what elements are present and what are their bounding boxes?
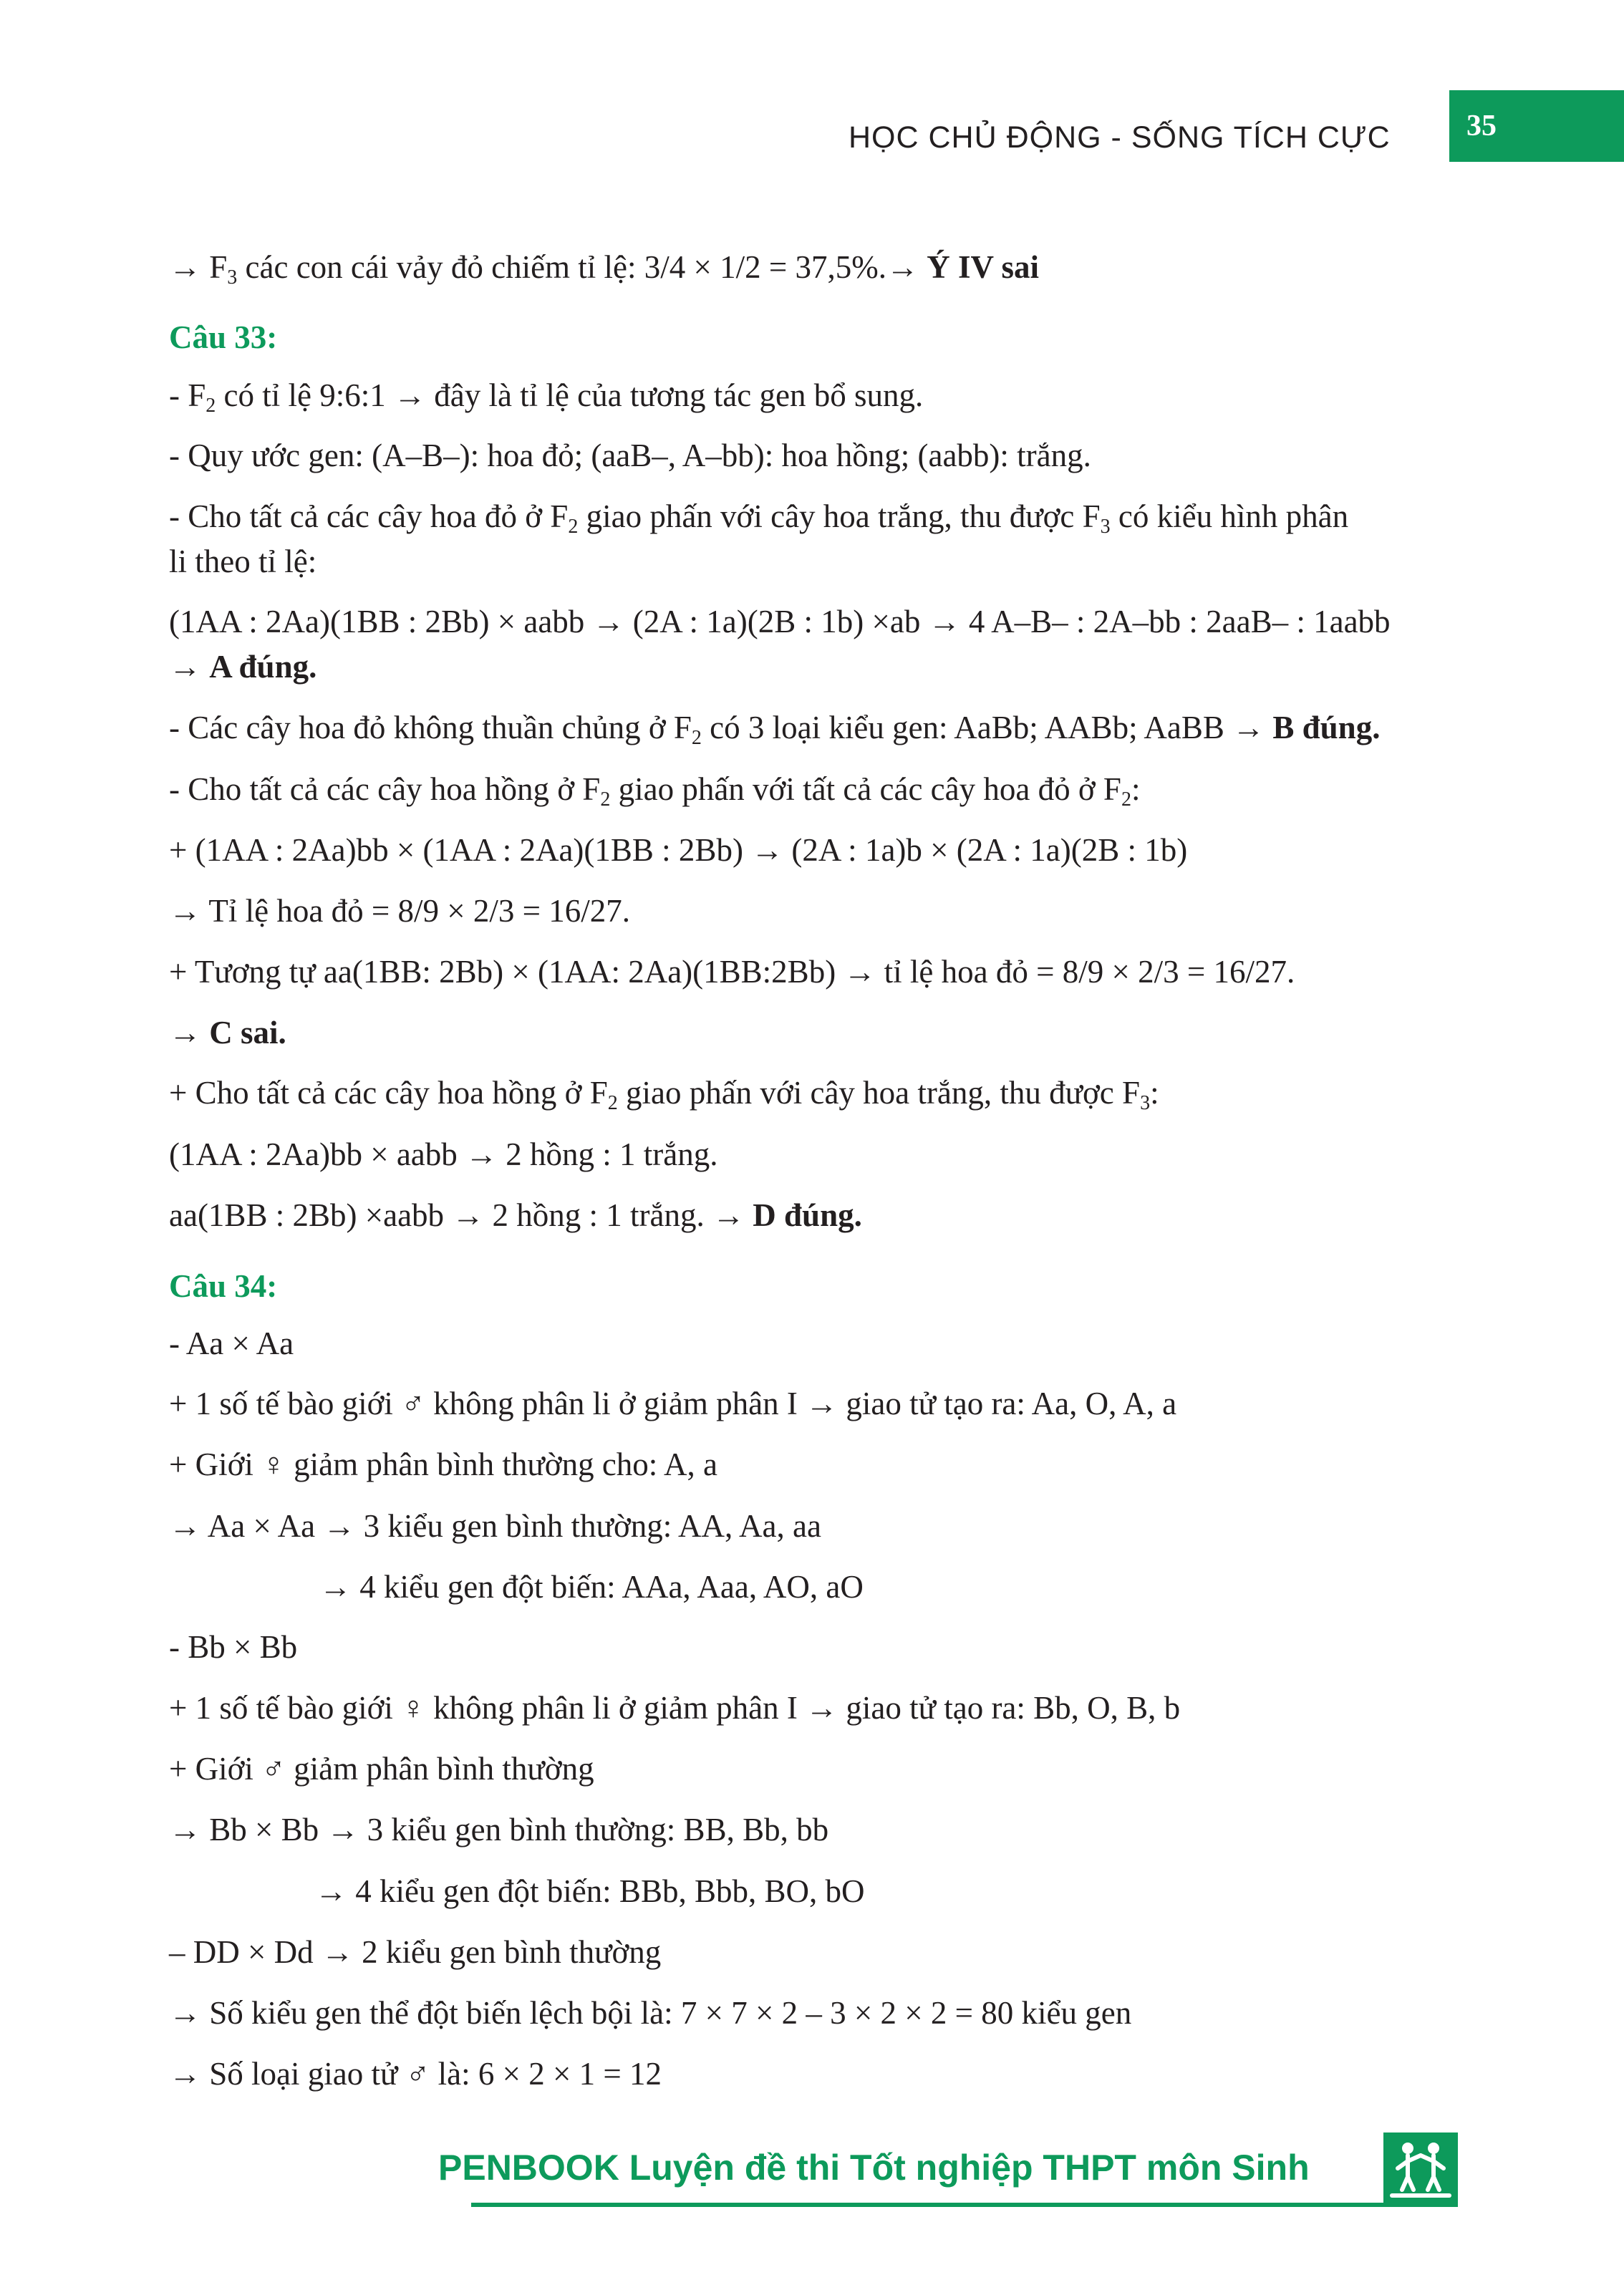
text-line: + Giới ♂ giảm phân bình thường bbox=[169, 1751, 594, 1787]
text-line: - Bb × Bb bbox=[169, 1629, 298, 1665]
text-line: + Giới ♀ giảm phân bình thường cho: A, a bbox=[169, 1446, 718, 1482]
penbook-logo-icon bbox=[1383, 2132, 1458, 2207]
text-line: – DD × Dd → 2 kiểu gen bình thường bbox=[169, 1934, 662, 1970]
text-line: - $F_2$ có tỉ lệ 9:6:1 → đây là tỉ lệ của tương tác gen bổ sung. bbox=[169, 377, 924, 417]
question-heading-34: Câu 34: bbox=[169, 1268, 278, 1304]
text-line: - Cho tất cả các cây hoa đỏ ở $F_2$ giao phấn với cây hoa trắng, thu được $F_3$ có kiểu hình phân bbox=[169, 498, 1349, 538]
footer-divider bbox=[471, 2203, 1396, 2207]
text-line: - Aa × Aa bbox=[169, 1325, 294, 1361]
question-heading-33: Câu 33: bbox=[169, 319, 278, 355]
text-line: + (1AA : 2Aa)bb × (1AA : 2Aa)(1BB : 2Bb) → (2A : 1a)b × (2A : 1a)(2B : 1b) bbox=[169, 832, 1188, 868]
text-line: → C sai. bbox=[169, 1015, 286, 1050]
text-line: → 4 kiểu gen đột biến: BBb, Bbb, BO, bO bbox=[315, 1873, 865, 1909]
text-line: - Cho tất cả các cây hoa hồng ở $F_2$ giao phấn với tất cả các cây hoa đỏ ở $F_2$: bbox=[169, 771, 1141, 811]
page-number-box bbox=[1449, 90, 1624, 162]
text-line: → Bb × Bb → 3 kiểu gen bình thường: BB, Bb, bb bbox=[169, 1812, 829, 1847]
text-line: + 1 số tế bào giới ♀ không phân li ở giảm phân I → giao tử tạo ra: Bb, O, B, b bbox=[169, 1690, 1181, 1726]
text-line: → Aa × Aa → 3 kiểu gen bình thường: AA, Aa, aa bbox=[169, 1508, 821, 1544]
text-line: - Quy ước gen: (A–B–): hoa đỏ; (aaB–, A–bb): hoa hồng; (aabb): trắng. bbox=[169, 438, 1091, 473]
page-number: 35 bbox=[1466, 110, 1497, 143]
text-line: + Cho tất cả các cây hoa hồng ở $F_2$ giao phấn với cây hoa trắng, thu được $F_3$: bbox=[169, 1075, 1159, 1114]
text-line: → Số loại giao tử ♂ là: 6 × 2 × 1 = 12 bbox=[169, 2056, 662, 2092]
text-line: → Tỉ lệ hoa đỏ = 8/9 × 2/3 = 16/27. bbox=[169, 893, 631, 929]
footer-title: PENBOOK Luyện đề thi Tốt nghiệp THPT môn Sinh bbox=[438, 2148, 1310, 2188]
page-header-title: HỌC CHỦ ĐỘNG - SỐNG TÍCH CỰC bbox=[849, 120, 1391, 155]
text-line: + Tương tự aa(1BB: 2Bb) × (1AA: 2Aa)(1BB:2Bb) → tỉ lệ hoa đỏ = 8/9 × 2/3 = 16/27. bbox=[169, 954, 1295, 990]
text-line: (1AA : 2Aa)(1BB : 2Bb) × aabb → (2A : 1a)(2B : 1b) ×ab → 4 A–B– : 2A–bb : 2aaB– : 1aabb bbox=[169, 604, 1391, 639]
text-line: aa(1BB : 2Bb) ×aabb → 2 hồng : 1 trắng. → D đúng. bbox=[169, 1197, 862, 1233]
text-line: li theo tỉ lệ: bbox=[169, 544, 317, 579]
text-line: → Số kiểu gen thể đột biến lệch bội là: 7 × 7 × 2 – 3 × 2 × 2 = 80 kiểu gen bbox=[169, 1995, 1132, 2031]
text-line: - Các cây hoa đỏ không thuần chủng ở $F_2$ có 3 loại kiểu gen: AaBb; AABb; AaBB → B đúng. bbox=[169, 710, 1381, 749]
text-line: + 1 số tế bào giới ♂ không phân li ở giảm phân I → giao tử tạo ra: Aa, O, A, a bbox=[169, 1386, 1177, 1421]
text-line: → $F_3$ các con cái vảy đỏ chiếm tỉ lệ: 3/4 × 1/2 = 37,5%.→ Ý IV sai bbox=[169, 249, 1039, 289]
text-line: → A đúng. bbox=[169, 649, 317, 685]
text-line: → 4 kiểu gen đột biến: AAa, Aaa, AO, aO bbox=[319, 1569, 864, 1605]
text-line: (1AA : 2Aa)bb × aabb → 2 hồng : 1 trắng. bbox=[169, 1136, 718, 1172]
